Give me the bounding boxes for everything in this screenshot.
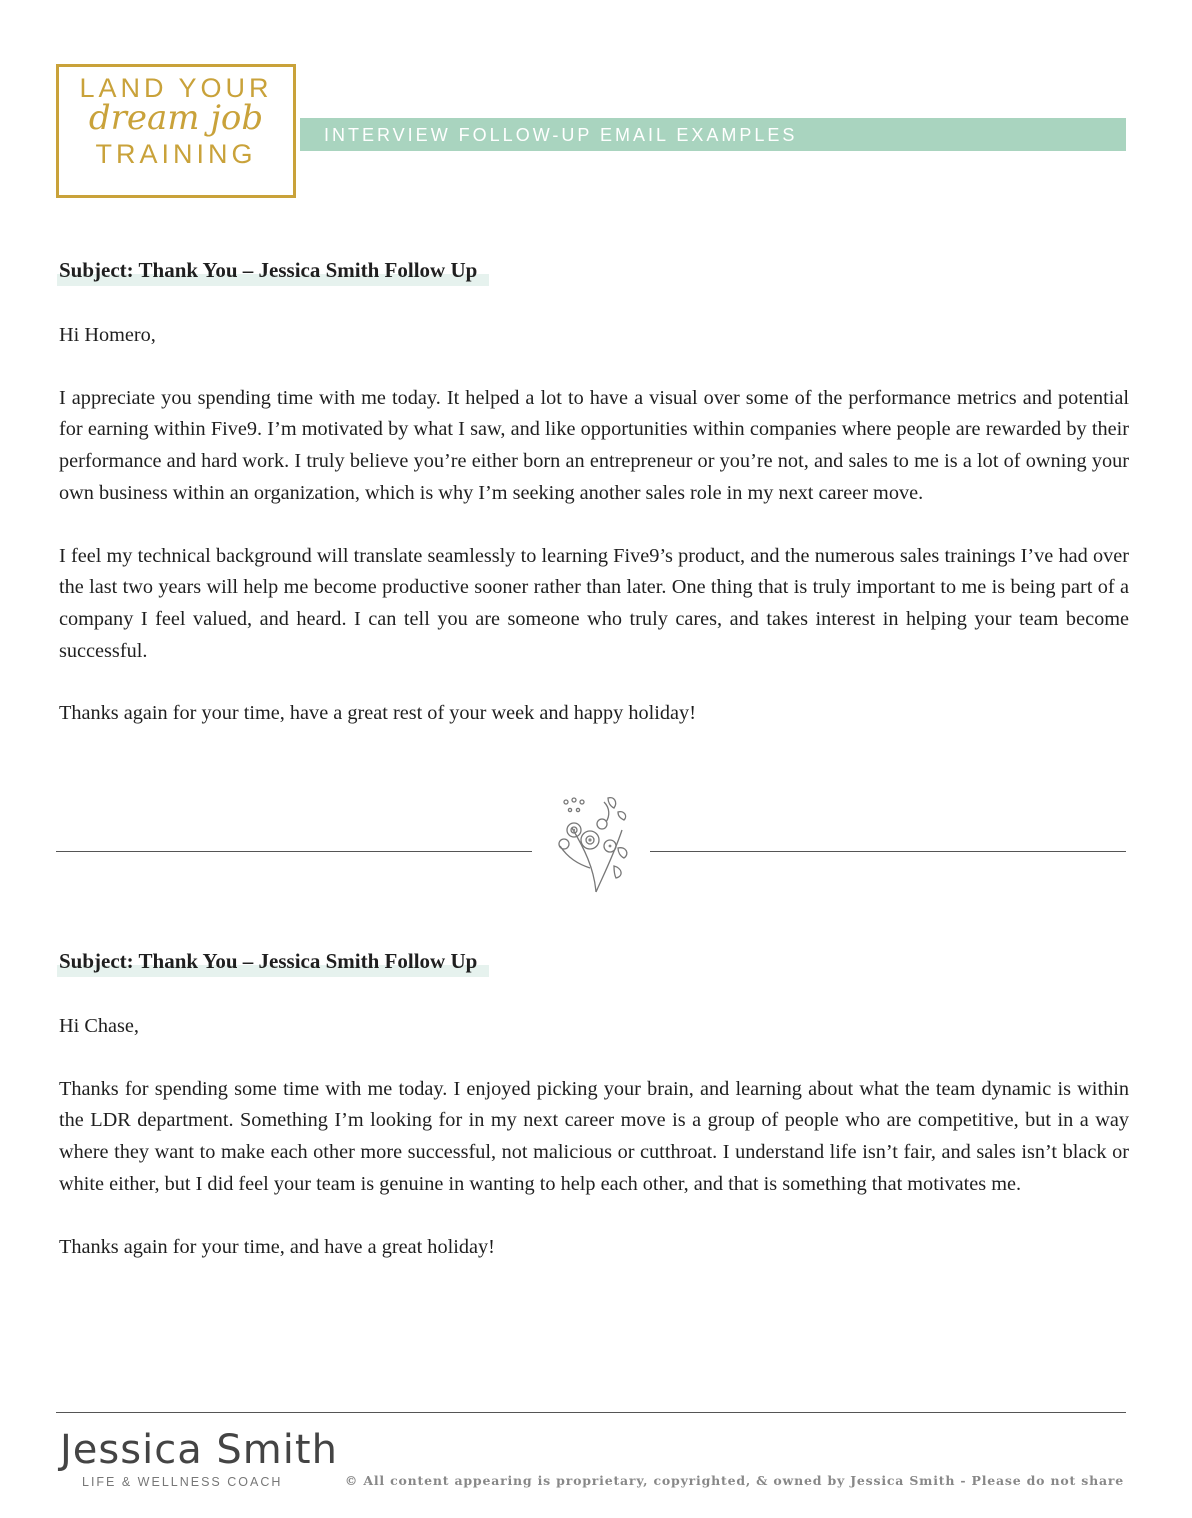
email-subject: Subject: Thank You – Jessica Smith Follow Up <box>57 947 489 977</box>
email-subject: Subject: Thank You – Jessica Smith Follow Up <box>57 256 489 286</box>
signature-name: Jessica Smith <box>60 1427 338 1473</box>
email-example-2 <box>59 947 1129 1263</box>
logo-line-1: LAND YOUR <box>79 73 273 103</box>
email-paragraph: Thanks again for your time, have a great rest of your week and happy holiday! <box>59 702 696 725</box>
logo-line-3: TRAINING <box>95 139 257 169</box>
email-greeting: Hi Chase, <box>59 1015 139 1037</box>
logo-line-2: dream job <box>88 98 264 138</box>
email-paragraph: Thanks again for your time, and have a great holiday! <box>59 1235 495 1258</box>
divider-line-right <box>650 851 1126 852</box>
floral-ornament-icon <box>544 788 640 900</box>
email-paragraph: I appreciate you spending time with me today. It helped a lot to have a visual over some of the performance metrics and potential for earning within Five9. I’m motivated by what I saw, and like opportunities within companies where people are rewarded by their performance and hard work. I truly believe you’re either born an entrepreneur or you’re not, and sales to me is a lot of owning your own business within an organization, which is why I’m seeking another sales role in my next career move. <box>59 386 1129 504</box>
email-greeting: Hi Homero, <box>59 324 156 346</box>
email-paragraph: I feel my technical background will translate seamlessly to learning Five9’s product, and the numerous sales trainings I’ve had over the last two years will help me become productive sooner rather than later. One thing that is truly important to me is being part of a company I feel valued, and heard. I can tell you are someone who truly cares, and takes interest in helping your team become successful. <box>59 544 1129 662</box>
banner-title: INTERVIEW FOLLOW-UP EMAIL EXAMPLES <box>324 125 798 145</box>
signature-subtitle: LIFE & WELLNESS COACH <box>82 1475 283 1489</box>
copyright-notice: © All content appearing is proprietary, copyrighted, & owned by Jessica Smith - Please do not share <box>344 1473 1124 1488</box>
title-banner <box>300 118 1126 151</box>
email-example-1 <box>59 256 1129 730</box>
logo <box>56 64 296 198</box>
email-paragraph: Thanks for spending some time with me today. I enjoyed picking your brain, and learning about what the team dynamic is within the LDR department. Something I’m looking for in my next career move is a group of people who are competitive, but in a way where they want to make each other more successful, not malicious or cutthroat. I understand life isn’t fair, and sales isn’t black or white either, but I did feel your team is genuine in wanting to help each other, and that is something that motivates me. <box>59 1077 1129 1195</box>
footer-divider <box>56 1412 1126 1413</box>
divider-line-left <box>56 851 532 852</box>
